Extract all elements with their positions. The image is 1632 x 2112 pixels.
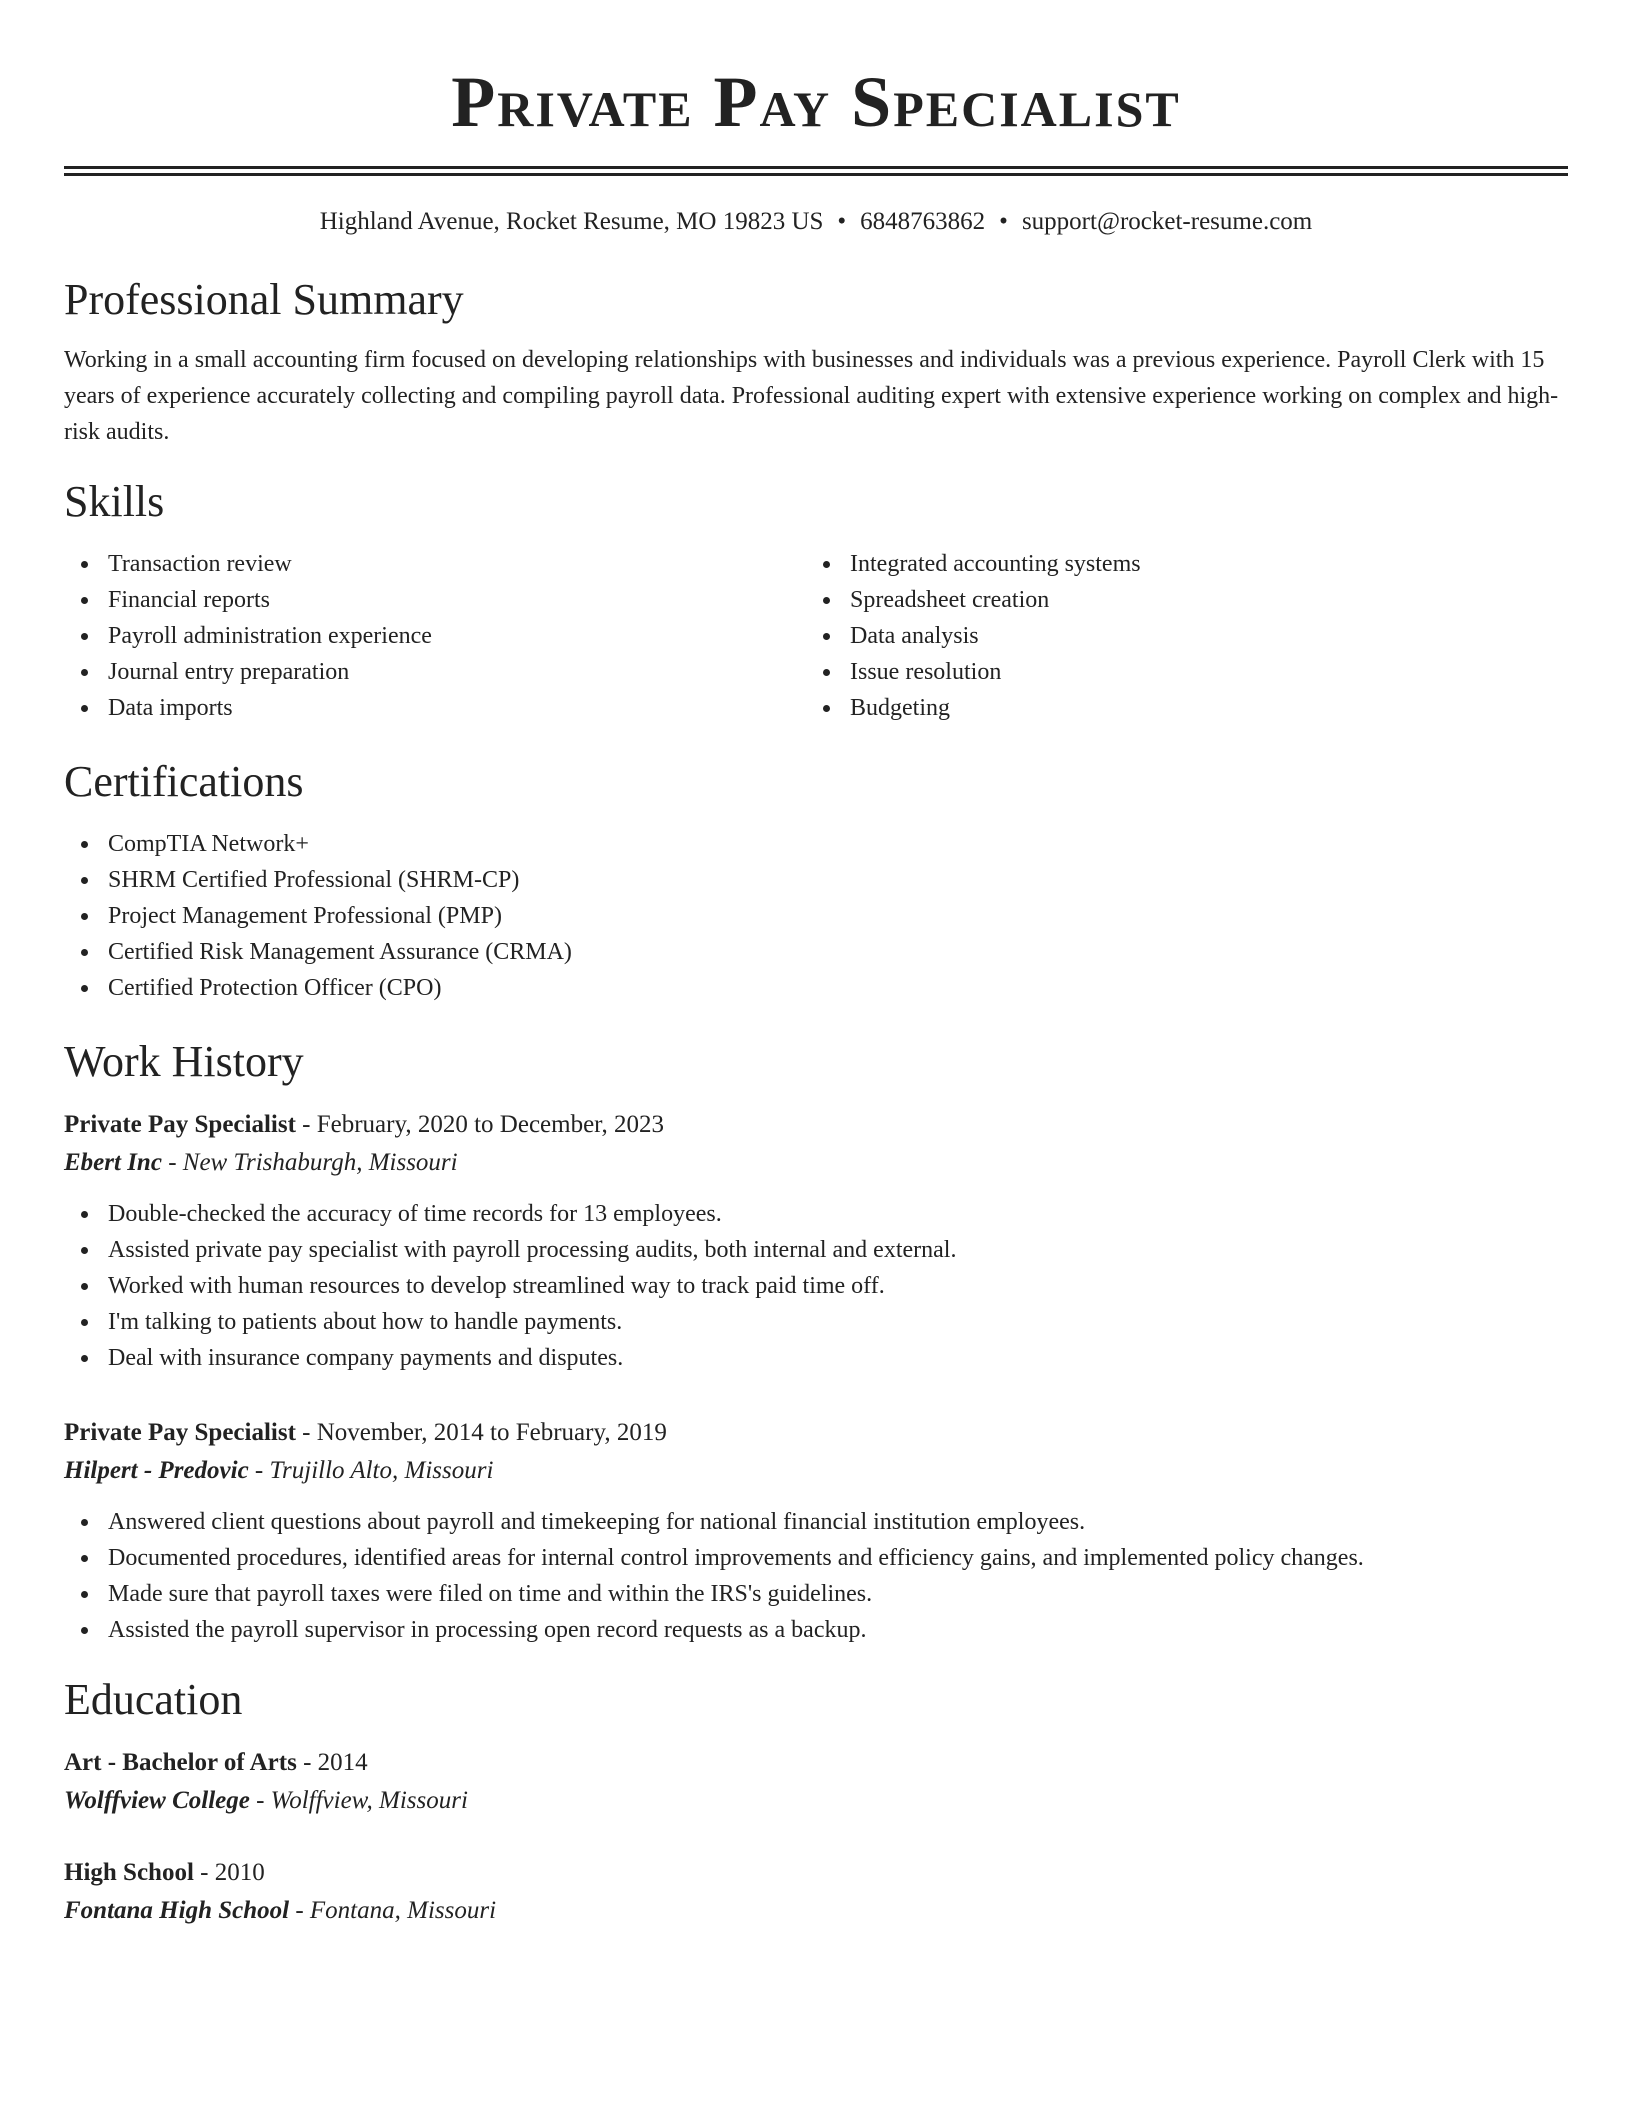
job-company: Ebert Inc	[64, 1149, 162, 1176]
job-dates: - November, 2014 to February, 2019	[295, 1419, 667, 1446]
education-school: Wolffview College	[64, 1787, 250, 1814]
job-entry	[64, 1106, 1568, 1376]
job-duty-item: Worked with human resources to develop streamlined way to track paid time off.	[64, 1268, 1568, 1304]
summary-text: Working in a small accounting firm focused on developing relationships with businesses and individuals was a previous experience. Payroll Clerk with 15 years of experience accurately collecting and compiling payroll data. Professional auditing expert with extensive experience working on complex and high-risk audits.	[64, 347, 1559, 445]
job-duty-item: Documented procedures, identified areas for internal control improvements and efficiency gains, and implemented policy changes.	[64, 1540, 1568, 1576]
education-school: Fontana High School	[64, 1897, 290, 1924]
skills-columns	[64, 546, 1568, 726]
job-duty-item: Double-checked the accuracy of time records for 13 employees.	[64, 1196, 1568, 1232]
education-heading: Education	[64, 1675, 243, 1724]
job-duty-item: Assisted the payroll supervisor in processing open record requests as a backup.	[64, 1612, 1568, 1648]
contact-separator: •	[837, 208, 847, 235]
job-duty-item: Assisted private pay specialist with payroll processing audits, both internal and external.	[64, 1232, 1568, 1268]
contact-email: support@rocket-resume.com	[1021, 208, 1313, 235]
education-location: - Wolffview, Missouri	[249, 1787, 468, 1814]
skill-item: Financial reports	[64, 582, 806, 618]
header-divider	[64, 166, 1568, 176]
certification-item: SHRM Certified Professional (SHRM-CP)	[64, 862, 1568, 898]
education-degree: Art - Bachelor of Arts	[64, 1749, 297, 1776]
job-heading	[64, 1106, 1568, 1144]
job-role: Private Pay Specialist	[64, 1419, 296, 1446]
skill-item: Journal entry preparation	[64, 654, 806, 690]
contact-line	[64, 206, 1568, 238]
education-degree: High School	[64, 1859, 194, 1886]
job-dates: - February, 2020 to December, 2023	[295, 1111, 665, 1138]
contact-separator: •	[999, 208, 1008, 235]
skill-item: Data analysis	[806, 618, 1548, 654]
job-role: Private Pay Specialist	[64, 1111, 296, 1138]
job-duty-item: Deal with insurance company payments and disputes.	[64, 1340, 1568, 1376]
skill-item: Integrated accounting systems	[806, 546, 1548, 582]
certification-item: Certified Protection Officer (CPO)	[64, 970, 1568, 1006]
resume-name: Private Pay Specialist	[451, 62, 1181, 142]
education-heading-line	[64, 1854, 1568, 1892]
job-company: Hilpert - Predovic	[64, 1457, 249, 1484]
contact-phone: 6848763862	[860, 208, 986, 235]
summary-heading: Professional Summary	[64, 275, 464, 324]
skills-list-right	[806, 546, 1548, 726]
job-company-line	[64, 1452, 1568, 1490]
education-entry	[64, 1854, 1568, 1930]
job-location: - Trujillo Alto, Missouri	[248, 1457, 494, 1484]
education-school-line	[64, 1782, 1568, 1820]
certification-item: CompTIA Network+	[64, 826, 1568, 862]
job-duty-item: Made sure that payroll taxes were filed on time and within the IRS's guidelines.	[64, 1576, 1568, 1612]
job-location: - New Trishaburgh, Missouri	[161, 1149, 458, 1176]
skill-item: Budgeting	[806, 690, 1548, 726]
job-entry	[64, 1414, 1568, 1648]
job-duties-list	[64, 1196, 1568, 1376]
skill-item: Issue resolution	[806, 654, 1548, 690]
job-duty-item: Answered client questions about payroll and timekeeping for national financial institution employees.	[64, 1504, 1568, 1540]
certifications-heading: Certifications	[64, 757, 304, 806]
certification-item: Certified Risk Management Assurance (CRMA)	[64, 934, 1568, 970]
education-school-line	[64, 1892, 1568, 1930]
job-duty-item: I'm talking to patients about how to handle payments.	[64, 1304, 1568, 1340]
contact-address: Highland Avenue, Rocket Resume, MO 19823 US	[319, 208, 824, 235]
certification-item: Project Management Professional (PMP)	[64, 898, 1568, 934]
job-company-line	[64, 1144, 1568, 1182]
education-heading-line	[64, 1744, 1568, 1782]
education-location: - Fontana, Missouri	[289, 1897, 497, 1924]
skill-item: Data imports	[64, 690, 806, 726]
education-year: - 2010	[193, 1859, 265, 1886]
education-year: - 2014	[296, 1749, 368, 1776]
job-heading	[64, 1414, 1568, 1452]
skill-item: Spreadsheet creation	[806, 582, 1548, 618]
job-duties-list	[64, 1504, 1568, 1648]
certifications-list	[64, 826, 1568, 1006]
skill-item: Transaction review	[64, 546, 806, 582]
skill-item: Payroll administration experience	[64, 618, 806, 654]
work-history-heading: Work History	[64, 1037, 304, 1086]
skills-list-left	[64, 546, 806, 726]
education-entry	[64, 1744, 1568, 1820]
skills-heading: Skills	[64, 477, 165, 526]
